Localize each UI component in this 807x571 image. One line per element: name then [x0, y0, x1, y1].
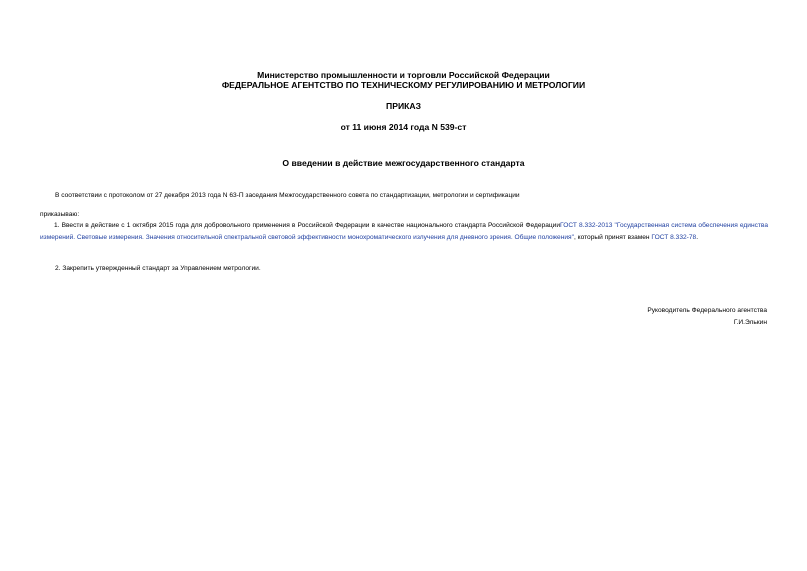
- item-1-text-end: .: [696, 234, 699, 241]
- signature-name: Г.И.Элькин: [733, 319, 767, 326]
- ministry-heading: Министерство промышленности и торговли Российской Федерации: [257, 70, 550, 80]
- item-1-text-middle: , который принят взамен: [573, 234, 652, 241]
- subject-heading: О введении в действие межгосударственного стандарта: [282, 158, 525, 168]
- intro-paragraph: В соответствии с протоколом от 27 декабря 2013 года N 63-П заседания Межгосударственного совета по стандартизации, метрологии и сертификации: [55, 192, 520, 199]
- order-word: приказываю:: [40, 211, 80, 218]
- signature-title: Руководитель Федерального агентства: [647, 307, 767, 314]
- document-type-heading: ПРИКАЗ: [386, 101, 421, 111]
- item-1-text-before: 1. Ввести в действие с 1 октября 2015 года для добровольного применения в Российской Федерации в качестве национального стандарта Российской Федерации: [54, 222, 561, 229]
- gost-78-link[interactable]: ГОСТ 8.332-78: [651, 234, 697, 241]
- item-2-paragraph: 2. Закрепить утвержденный стандарт за Управлением метрологии.: [55, 265, 261, 272]
- gost-2013-link[interactable]: ГОСТ 8.332-2013 "Государственная система обеспечения единства измерений. Световые измерения. Значения относительной спектральной световой эффективности монохроматического излучения для дневного зрения. Общие положения": [40, 222, 768, 241]
- date-number-heading: от 11 июня 2014 года N 539-ст: [340, 122, 467, 132]
- agency-heading: ФЕДЕРАЛЬНОЕ АГЕНТСТВО ПО ТЕХНИЧЕСКОМУ РЕГУЛИРОВАНИЮ И МЕТРОЛОГИИ: [221, 80, 586, 90]
- item-1-paragraph: [40, 220, 768, 244]
